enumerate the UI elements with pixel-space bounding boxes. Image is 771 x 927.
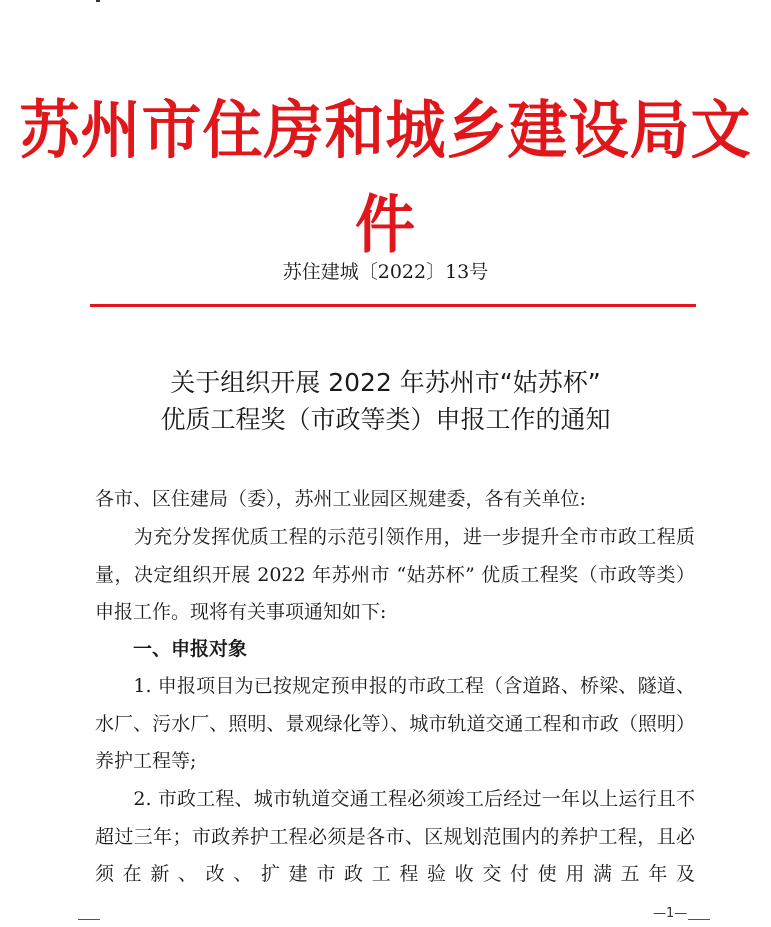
item-2-paragraph: 2. 市政工程、城市轨道交通工程必须竣工后经过一年以上运行且不超过三年；市政养护工程必须是各市、区规划范围内的养护工程，且必须在新、改、扩建市政工程验收交付使用满五年及: [95, 788, 695, 886]
page-number: —1—: [653, 906, 688, 921]
salutation: 各市、区住建局（委），苏州工业园区规建委，各有关单位:: [95, 488, 586, 510]
footer-line-right: [688, 919, 710, 920]
red-divider-line: [90, 304, 696, 307]
document-title-line-1: 关于组织开展 2022 年苏州市“姑苏杯”: [170, 368, 601, 397]
section-heading-applicants: 一、申报对象: [133, 638, 248, 660]
corner-mark: [96, 0, 100, 2]
document-title-line-2: 优质工程奖（市政等类）申报工作的通知: [160, 405, 611, 434]
intro-paragraph: 为充分发挥优质工程的示范引领作用，进一步提升全市市政工程质量，决定组织开展 2022 年苏州市 “姑苏杯” 优质工程奖（市政等类）申报工作。现将有关事项通知如下:: [95, 526, 695, 624]
footer-line-left: [78, 919, 100, 920]
item-1-paragraph: 1. 申报项目为已按规定预申报的市政工程（含道路、桥梁、隧道、水厂、污水厂、照明、景观绿化等）、城市轨道交通工程和市政（照明）养护工程等;: [95, 675, 695, 773]
issuer-header: 苏州市住房和城乡建设局文件: [19, 94, 752, 262]
document-number: 苏住建城〔2022〕13号: [282, 261, 489, 283]
